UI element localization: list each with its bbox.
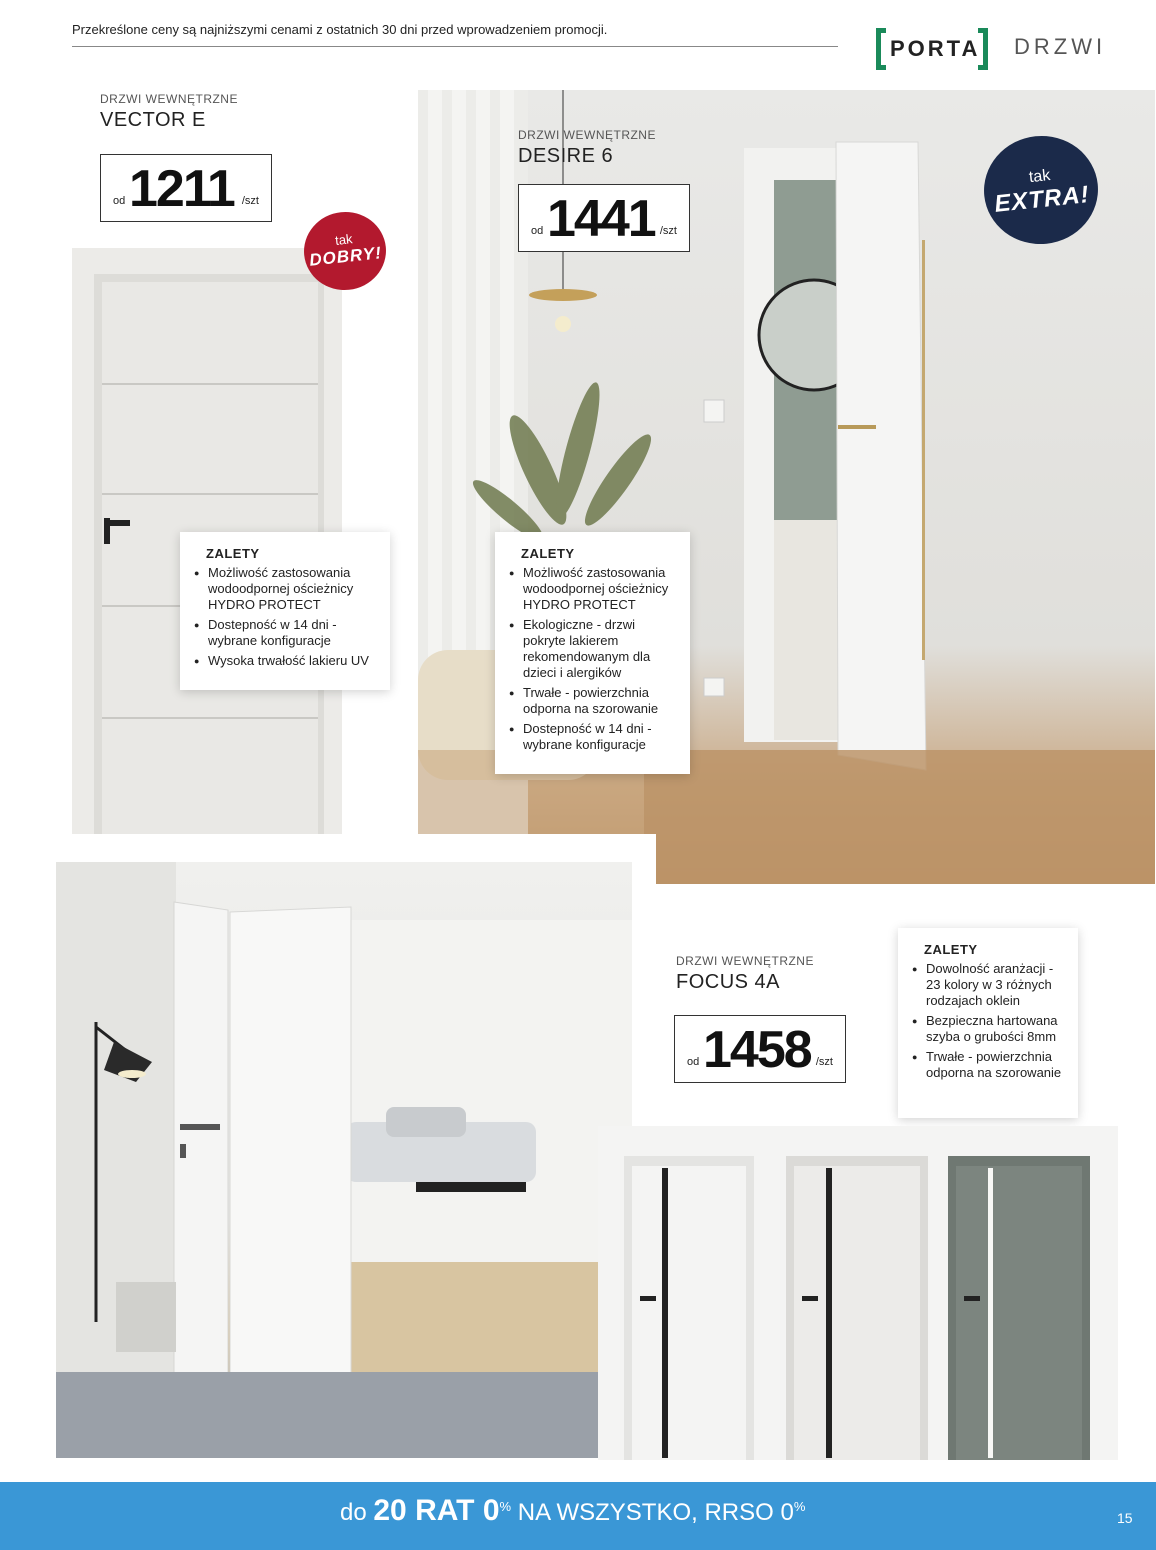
focus-price-unit: /szt (815, 1056, 833, 1068)
vector-model-name: VECTOR E (100, 109, 206, 131)
desire-category: DRZWI WEWNĘTRZNE (518, 128, 656, 142)
list-item: ● Dowolność aranżacji - 23 kolory w 3 różnych rodzajach oklein (912, 961, 1064, 1009)
list-item: ● Możliwość zastosowania wodoodpornej ościeżnicy HYDRO PROTECT (194, 565, 376, 613)
focus-price-prefix: od (687, 1056, 700, 1068)
list-item: ● Ekologiczne - drzwi pokryte lakierem rekomendowanym dla dzieci i alergików (509, 617, 676, 681)
focus-price: 1458 (703, 1021, 811, 1079)
desire-price-prefix: od (531, 225, 544, 237)
vector-category: DRZWI WEWNĘTRZNE (100, 92, 238, 106)
promo-disclaimer: Przekreślone ceny są najniższymi cenami z ostatnich 30 dni przed wprowadzeniem promocji. (72, 22, 608, 37)
focus-room-photo (56, 862, 632, 1458)
badge-extra-line2: EXTRA! (993, 181, 1091, 218)
badge-dobry-line2: DOBRY! (308, 243, 383, 270)
logo-text: PORTA (890, 36, 981, 61)
list-item: ● Wysoka trwałość lakieru UV (194, 653, 376, 669)
desire-heading (518, 128, 656, 168)
vector-advantages-box (180, 532, 390, 690)
list-item: ● Dostepność w 14 dni - wybrane konfiguracje (194, 617, 376, 649)
promo-pct-1: % (499, 1499, 512, 1514)
focus-advantages-title: ZALETY (924, 942, 978, 957)
list-item: ● Bezpieczna hartowana szyba o grubości 8mm (912, 1013, 1064, 1045)
desire-price: 1441 (547, 190, 655, 248)
financing-footer (0, 1482, 1156, 1550)
focus-room-illustration (56, 862, 632, 1458)
vector-price-box (100, 154, 272, 222)
desire-advantages-box (495, 532, 690, 774)
section-heading: DRZWI (1014, 34, 1107, 59)
vector-advantages-list (194, 565, 376, 669)
desire-advantages-list (509, 565, 676, 753)
focus-variants-illustration (598, 1126, 1118, 1460)
desire-price-box (518, 184, 690, 252)
focus-price-box (674, 1015, 846, 1083)
vector-price-prefix: od (113, 195, 126, 207)
financing-promo-text (340, 1494, 805, 1528)
porta-logo (876, 28, 988, 70)
badge-dobry-line1: tak (334, 231, 354, 248)
header-divider (72, 46, 838, 47)
list-item: ● Dostepność w 14 dni - wybrane konfiguracje (509, 721, 676, 753)
promo-installments: 20 RAT 0 (373, 1494, 500, 1527)
focus-heading (676, 954, 814, 994)
list-item: ● Możliwość zastosowania wodoodpornej ościeżnicy HYDRO PROTECT (509, 565, 676, 613)
focus-model-name: FOCUS 4A (676, 971, 781, 993)
vector-heading (100, 92, 238, 132)
page-number: 15 (1117, 1510, 1133, 1526)
desire-model-name: DESIRE 6 (518, 145, 614, 167)
focus-category: DRZWI WEWNĘTRZNE (676, 954, 814, 968)
vector-price-unit: /szt (241, 195, 259, 207)
badge-extra-line1: tak (1028, 167, 1052, 187)
promo-pct-2: % (793, 1499, 806, 1514)
list-item: ● Trwałe - powierzchnia odporna na szorowanie (509, 685, 676, 717)
vector-advantages-title: ZALETY (206, 546, 260, 561)
desire-price-unit: /szt (659, 225, 677, 237)
list-item: ● Trwałe - powierzchnia odporna na szorowanie (912, 1049, 1064, 1081)
focus-variants-panel (598, 1126, 1118, 1460)
promo-prefix: do (340, 1499, 367, 1526)
desire-advantages-title: ZALETY (521, 546, 575, 561)
vector-price: 1211 (129, 160, 234, 218)
focus-advantages-box (898, 928, 1078, 1118)
focus-advantages-list (912, 961, 1064, 1081)
logo-bracket-left (876, 28, 886, 70)
logo-bracket-right (978, 28, 988, 70)
promo-rrso: NA WSZYSTKO, RRSO 0 (517, 1499, 794, 1526)
